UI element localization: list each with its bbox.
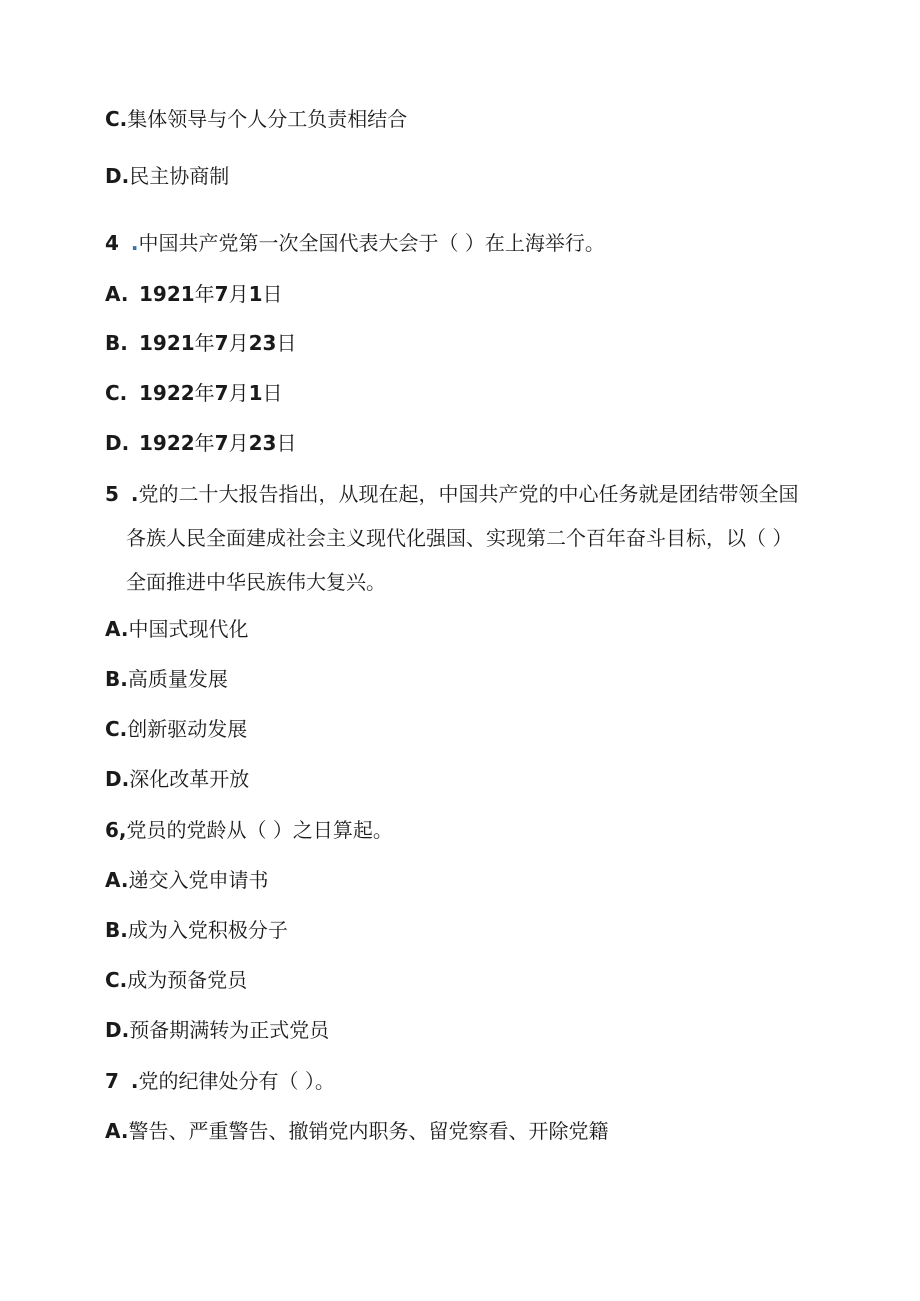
question-text-continuation: 各族人民全面建成社会主义现代化强国、实现第二个百年奋斗目标，以（ ） [126,526,793,550]
option-text: 创新驱动发展 [127,717,248,741]
option-row [105,966,247,994]
question-number: 5 [105,482,119,506]
option-date: 1921年7月23日 [139,331,297,355]
option-label: D. [105,1018,130,1042]
option-label: A. [105,282,129,306]
option-row [105,429,296,457]
option-date: 1921年7月1日 [139,282,283,306]
option-row [105,162,229,190]
question-dot: . [130,482,139,506]
option-date: 1922年7月1日 [139,381,283,405]
option-row [105,280,283,308]
option-label: D. [105,431,130,455]
question-number: 7 [105,1069,119,1093]
option-label: D. [105,164,130,188]
option-row [105,1117,608,1145]
option-text: 高质量发展 [127,667,228,691]
option-label: C. [105,717,128,741]
question-number: 6, [105,818,127,842]
option-text: 成为入党积极分子 [127,918,288,942]
question-5 [105,480,799,508]
option-text: 警告、严重警告、撤销党内职务、留党察看、开除党籍 [128,1119,609,1143]
option-row [105,765,249,793]
question-text: 党的二十大报告指出，从现在起，中国共产党的中心任务就是团结带领全国 [138,482,799,506]
option-label: A. [105,617,129,641]
option-row [105,1016,329,1044]
option-row [105,916,288,944]
option-text: 深化改革开放 [129,767,250,791]
option-row [105,665,228,693]
question-6 [105,816,393,844]
question-dot: . [130,231,139,255]
option-text: 递交入党申请书 [128,868,269,892]
option-label: A. [105,868,129,892]
option-label: B. [105,918,128,942]
option-label: B. [105,331,128,355]
option-row [105,866,268,894]
option-text: 民主协商制 [129,164,230,188]
option-text: 集体领导与个人分工负责相结合 [127,107,408,131]
question-text-continuation: 全面推进中华民族伟大复兴。 [126,570,386,594]
question-text: 党员的党龄从（ ）之日算起。 [126,818,393,842]
question-7 [105,1067,335,1095]
option-date: 1922年7月23日 [139,431,297,455]
question-4 [105,229,605,257]
option-label: C. [105,107,128,131]
option-label: C. [105,381,128,405]
option-row [105,715,247,743]
option-label: D. [105,767,130,791]
option-row [105,379,283,407]
option-label: B. [105,667,128,691]
option-text: 中国式现代化 [128,617,249,641]
question-dot: . [130,1069,139,1093]
option-row [105,615,248,643]
option-text: 预备期满转为正式党员 [129,1018,330,1042]
option-label: C. [105,968,128,992]
option-row [105,105,407,133]
question-text: 中国共产党第一次全国代表大会于（ ）在上海举行。 [138,231,605,255]
question-number: 4 [105,231,119,255]
option-label: A. [105,1119,129,1143]
question-text: 党的纪律处分有（ ）。 [138,1069,335,1093]
option-text: 成为预备党员 [127,968,248,992]
option-row [105,329,296,357]
